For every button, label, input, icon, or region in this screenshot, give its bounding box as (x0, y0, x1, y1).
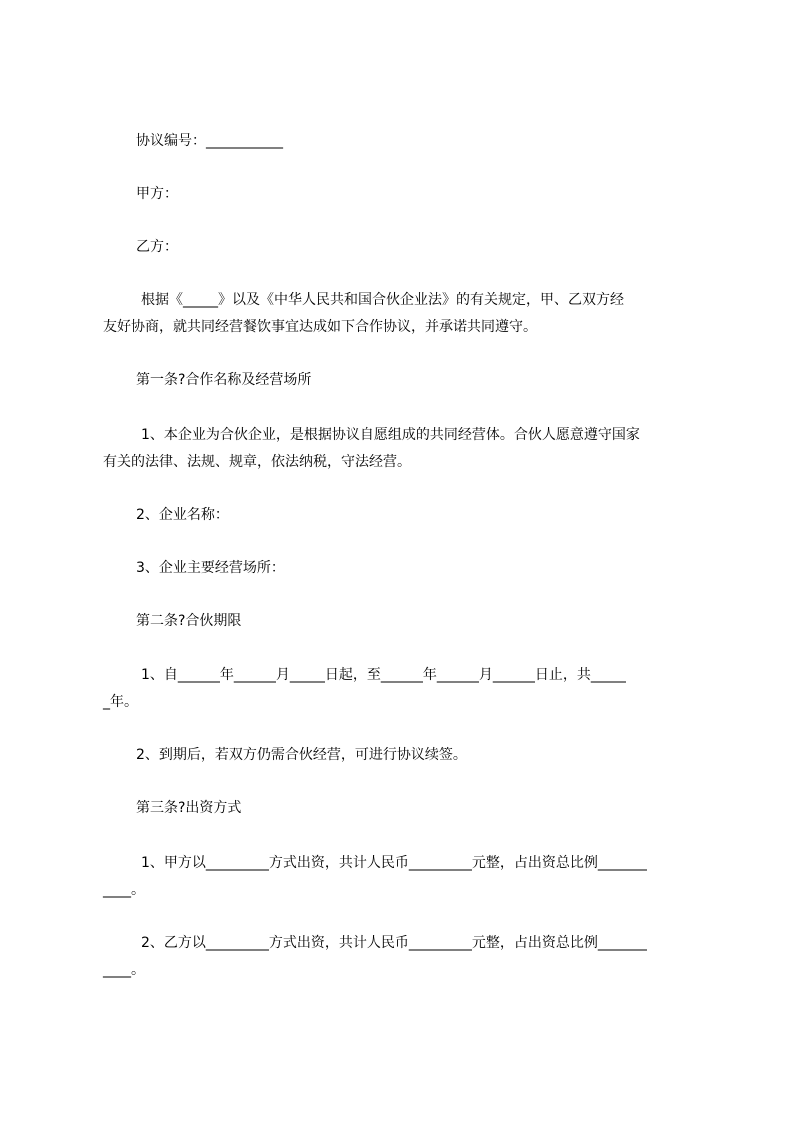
agreement-number: 协议编号：___________ (136, 133, 283, 149)
article-1-clause-3: 3、企业主要经营场所： (136, 560, 285, 576)
article-3-clause-1-line-1: 1、甲方以_________方式出资，共计人民币_________元整，占出资总比例_______ (141, 855, 647, 871)
article-2-clause-1-line-1: 1、自______年______月_____日起，至______年______月______日止，共_____ (141, 667, 626, 683)
article-2-heading: 第二条?合伙期限 (136, 613, 242, 629)
preamble-line-1: 根据《_____》以及《中华人民共和国合伙企业法》的有关规定，甲、乙双方经 (141, 292, 624, 308)
article-2-clause-1-line-2: _年。 (103, 694, 138, 710)
party-a-label: 甲方： (136, 186, 178, 202)
party-b-label: 乙方： (136, 239, 178, 255)
article-3-clause-1-line-2: ____。 (103, 882, 145, 898)
preamble-line-2: 友好协商，就共同经营餐饮事宜达成如下合作协议，并承诺共同遵守。 (103, 319, 537, 335)
article-1-heading: 第一条?合作名称及经营场所 (136, 372, 312, 388)
article-1-clause-1-line-2: 有关的法律、法规、规章，依法纳税，守法经营。 (103, 454, 411, 470)
article-2-clause-2: 2、到期后，若双方仍需合伙经营，可进行协议续签。 (136, 747, 467, 763)
article-3-heading: 第三条?出资方式 (136, 800, 242, 816)
article-1-clause-2: 2、企业名称： (136, 507, 229, 523)
article-3-clause-2-line-1: 2、乙方以_________方式出资，共计人民币_________元整，占出资总比例_______ (141, 935, 647, 951)
article-3-clause-2-line-2: ____。 (103, 962, 145, 978)
article-1-clause-1-line-1: 1、本企业为合伙企业，是根据协议自愿组成的共同经营体。合伙人愿意遵守国家 (141, 427, 640, 443)
